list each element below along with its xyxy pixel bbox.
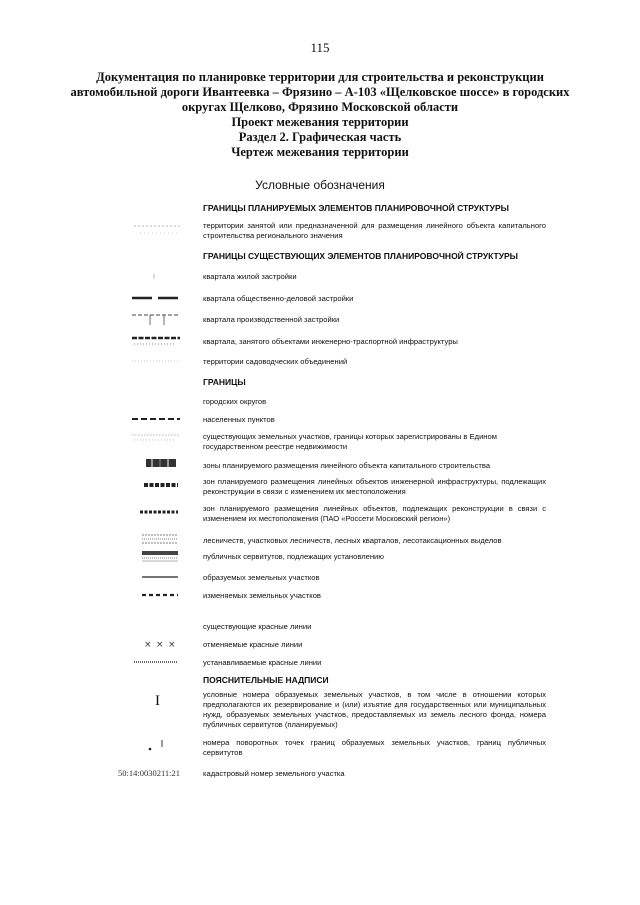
legend-title: Условные обозначения — [255, 178, 385, 192]
symbol-changed-plots — [130, 588, 186, 602]
heading-line: округах Щелково, Фрязино Московской области — [181, 100, 459, 114]
legend-item-note-numbers: условные номера образуемых земельных участков, в том числе в отношении которых предполагаются их резервирование и (или) изъятие для государственных или муниципальных нужд, образуемых земельных участков, предоставляемых из земель лесного фонда, номера публичных сервитутов (планируемых) — [203, 690, 546, 729]
legend-item-forestry: лесничеств, участковых лесничеств, лесных кварталов, лесотаксационных выделов — [203, 536, 502, 545]
document-heading — [60, 70, 580, 160]
symbol-infrastructure — [130, 334, 186, 348]
legend-item-zones-rosseti: зон планируемого размещения линейных объектов, подлежащих реконструкции в связи с изменением их местоположения (ПАО «Россети Московский регион») — [203, 504, 546, 523]
heading-line: Документация по планировке территории для строительства и реконструкции — [96, 70, 544, 84]
legend-item-residential: квартала жилой застройки — [203, 272, 297, 281]
heading-line: Раздел 2. Графическая часть — [238, 130, 402, 144]
legend-item-industrial: квартала производственной застройки — [203, 315, 340, 324]
legend-item-note-points: номера поворотных точек границ образуемых земельных участков, границ публичных сервитутов — [203, 738, 546, 757]
section-boundaries-heading: ГРАНИЦЫ — [203, 377, 246, 387]
legend-item-servitudes: публичных сервитутов, подлежащих установлению — [203, 552, 384, 561]
symbol-turning-point — [130, 738, 186, 752]
heading-line: Чертеж межевания территории — [231, 145, 409, 159]
symbol-formed-plots — [130, 570, 186, 584]
symbol-garden — [130, 355, 186, 369]
legend-item-garden: территории садоводческих объединений — [203, 357, 348, 366]
heading-line: автомобильной дороги Ивантеевка – Фрязино – А-103 «Щелковское шоссе» в городских — [70, 85, 570, 99]
section-existing-heading: ГРАНИЦЫ СУЩЕСТВУЮЩИХ ЭЛЕМЕНТОВ ПЛАНИРОВОЧНОЙ СТРУКТУРЫ — [203, 251, 518, 261]
legend-item-zones-placement: зоны планируемого размещения линейного объекта капитального строительства — [203, 461, 491, 470]
section-planned-heading: ГРАНИЦЫ ПЛАНИРУЕМЫХ ЭЛЕМЕНТОВ ПЛАНИРОВОЧНОЙ СТРУКТУРЫ — [203, 203, 509, 213]
symbol-settlements — [130, 413, 186, 427]
legend-item-red-cancelled: отменяемые красные линии — [203, 640, 303, 649]
symbol-zones-rosseti — [130, 506, 186, 520]
svg-text:×: × — [156, 640, 164, 650]
symbol-residential — [130, 270, 186, 284]
legend-item-changed-plots: изменяемых земельных участков — [203, 591, 321, 600]
symbol-zones-placement — [130, 457, 186, 471]
legend-item-business: квартала общественно-деловой застройки — [203, 294, 354, 303]
symbol-planned-linear — [130, 222, 186, 236]
legend-item-existing-plots: существующих земельных участков, границы которых зарегистрированы в Едином государственном реестре недвижимости — [203, 432, 497, 451]
legend-item-infrastructure: квартала, занятого объектами инженерно-траспортной инфраструктуры — [203, 337, 458, 346]
symbol-zones-engineering — [130, 479, 186, 493]
legend-item-planned-linear: территории занятой или предназначенной для размещения линейного объекта капитального строительства регионального значения — [203, 221, 546, 240]
symbol-forestry — [130, 532, 186, 546]
svg-text:×: × — [168, 640, 176, 650]
symbol-existing-plots — [130, 430, 186, 444]
svg-text:×: × — [144, 640, 152, 650]
symbol-red-established — [130, 656, 186, 670]
symbol-industrial — [130, 312, 186, 326]
symbol-business — [130, 292, 186, 306]
page-number: 115 — [310, 40, 330, 55]
legend-item-red-established: устанавливаемые красные линии — [203, 658, 322, 667]
legend-item-red-existing: существующие красные линии — [203, 622, 312, 631]
legend-item-note-cadastral: кадастровый номер земельного участка — [203, 769, 345, 778]
legend-item-formed-plots: образуемых земельных участков — [203, 573, 320, 582]
legend-item-zones-engineering: зон планируемого размещения линейных объектов инженерной инфраструктуры, подлежащих реконструкции в связи с изменением их местоположения — [203, 477, 546, 496]
legend-item-settlements: населенных пунктов — [203, 415, 275, 424]
symbol-plot-numeral: I — [155, 693, 160, 709]
symbol-servitudes — [130, 549, 186, 563]
heading-line: Проект межевания территории — [231, 115, 409, 129]
cadastral-number-example: 50:14:0030211:21 — [118, 768, 181, 778]
symbol-red-cancelled — [130, 637, 186, 651]
section-notes-heading: ПОЯСНИТЕЛЬНЫЕ НАДПИСИ — [203, 675, 329, 685]
legend-item-urban-districts: городских округов — [203, 397, 267, 406]
